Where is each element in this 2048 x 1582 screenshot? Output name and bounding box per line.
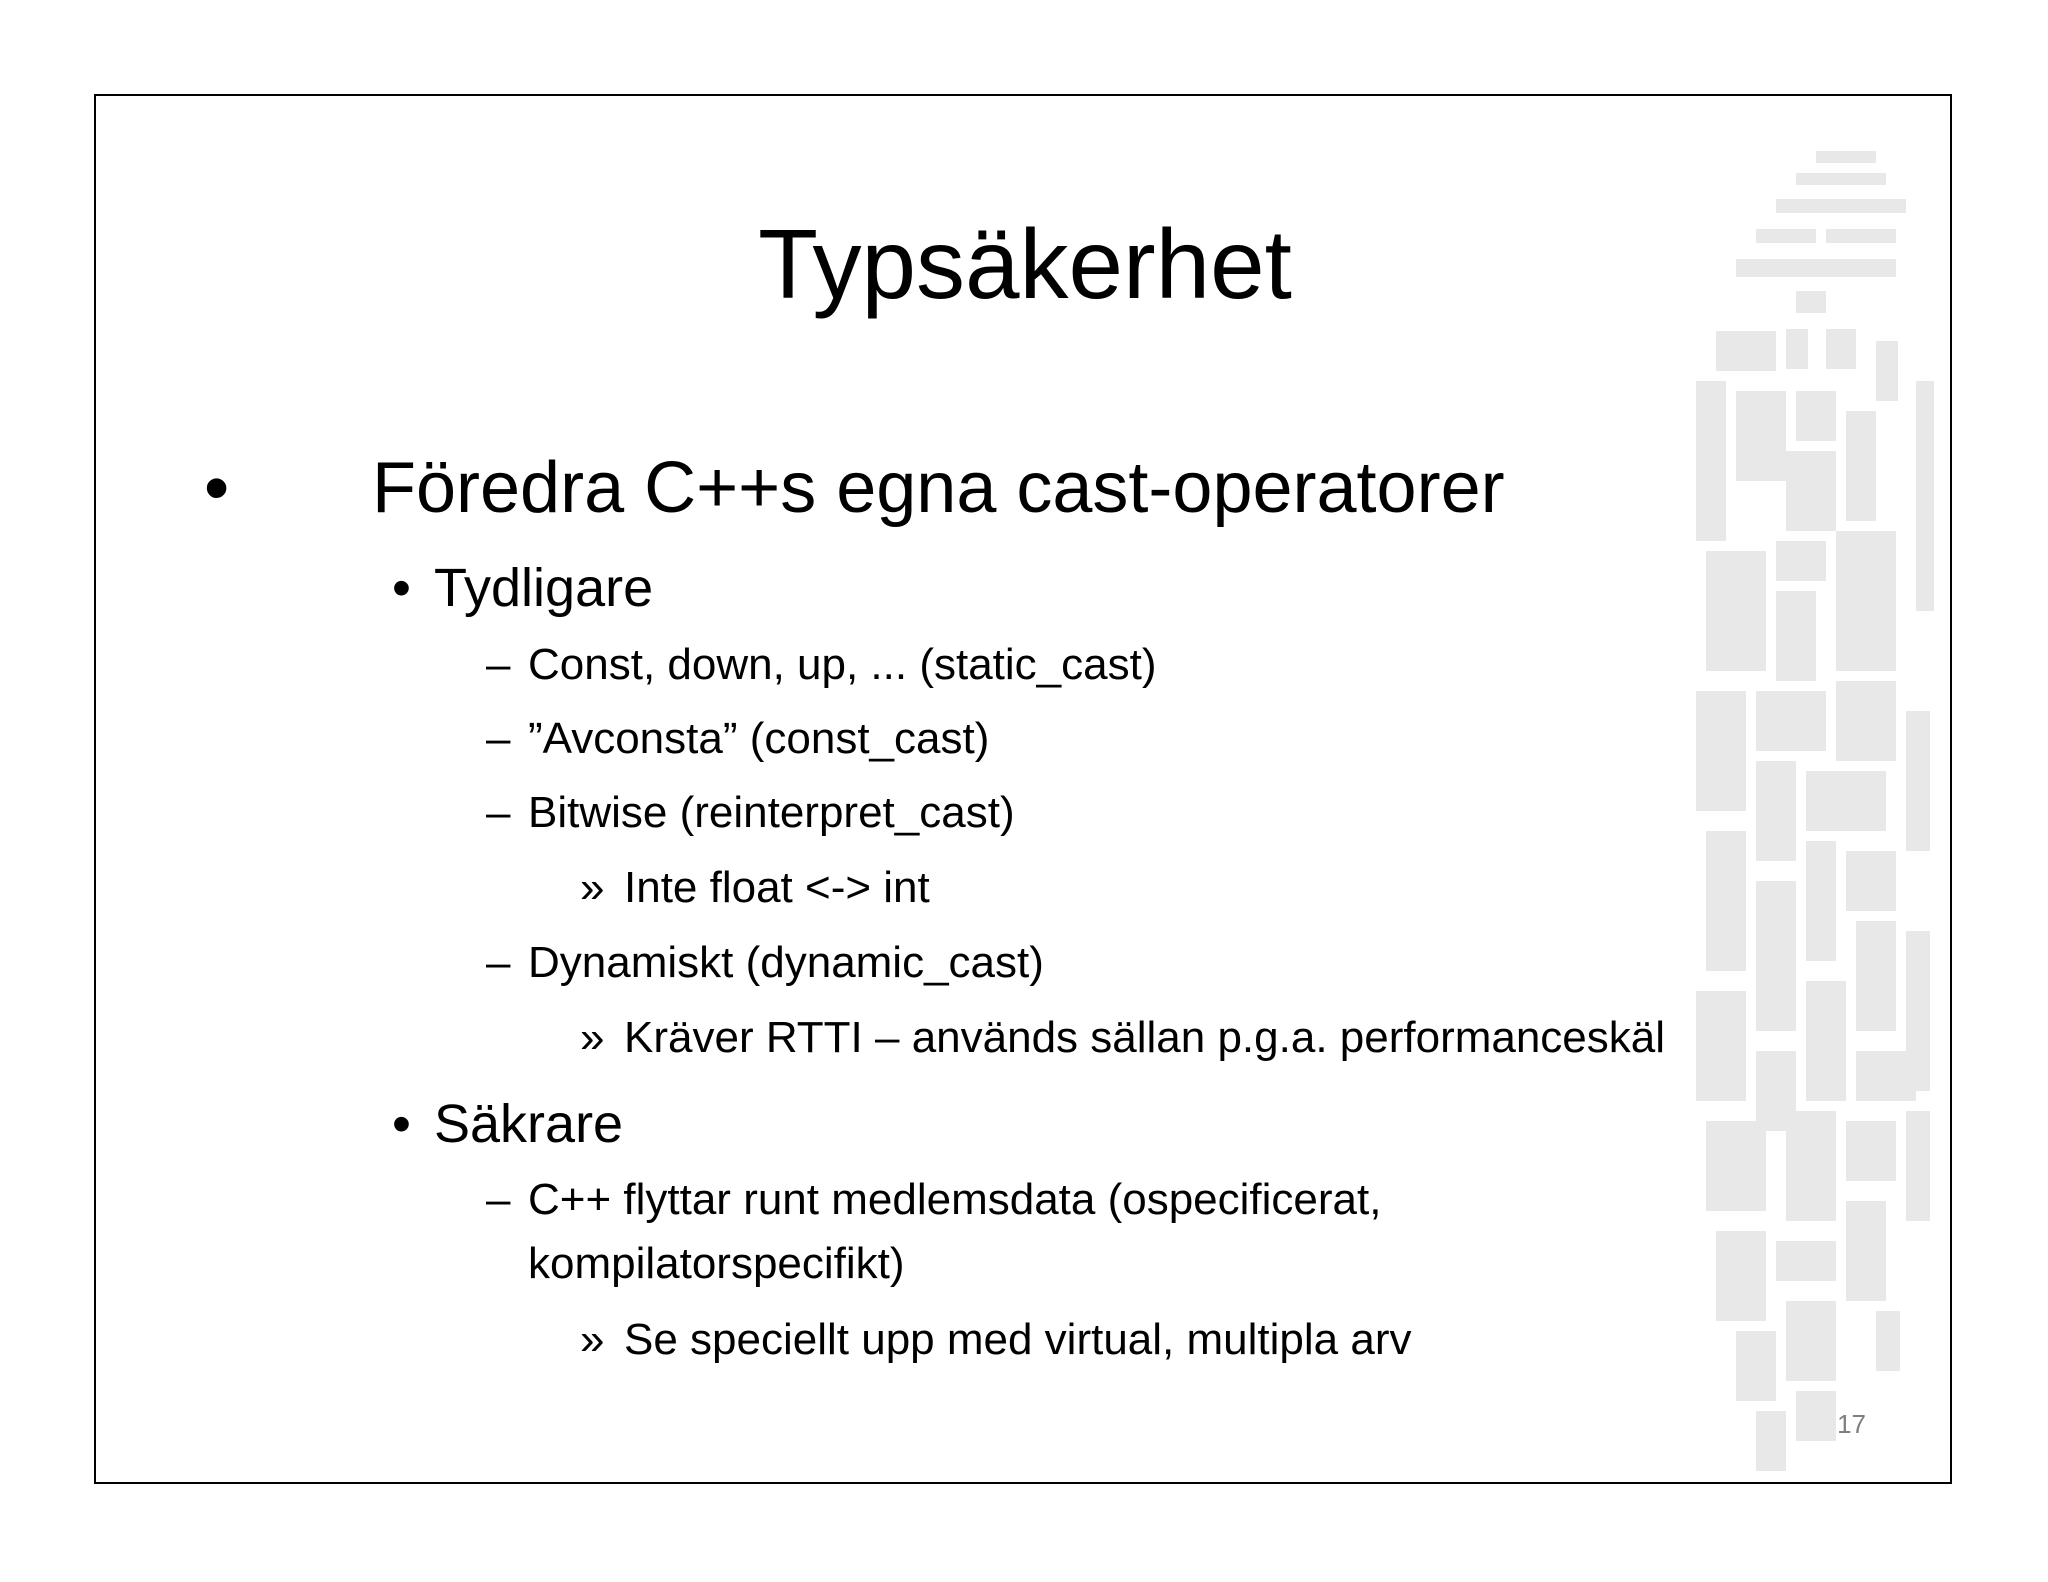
item-text: Föredra C++s egna cast-operatorer bbox=[372, 448, 1505, 528]
bullet-icon: • bbox=[392, 1094, 411, 1154]
bullet-icon: • bbox=[204, 448, 230, 528]
item-text: Kräver RTTI – används sällan p.g.a. performanceskäl bbox=[624, 1013, 1666, 1062]
item-text: C++ flyttar runt medlemsdata (ospecificerat, bbox=[528, 1175, 1382, 1224]
chevron-icon: » bbox=[580, 863, 605, 912]
slide-content bbox=[96, 96, 1952, 1484]
dash-icon: – bbox=[486, 788, 511, 837]
dash-icon: – bbox=[486, 714, 511, 763]
item-text: Tydligare bbox=[434, 558, 654, 618]
item-text: Säkrare bbox=[434, 1094, 624, 1154]
item-text: Dynamiskt (dynamic_cast) bbox=[528, 938, 1044, 987]
chevron-icon: » bbox=[580, 1315, 605, 1364]
chevron-icon: » bbox=[580, 1013, 605, 1062]
item-text: Bitwise (reinterpret_cast) bbox=[528, 788, 1015, 837]
slide-title: Typsäkerhet bbox=[758, 209, 1292, 319]
item-text: Se speciellt upp med virtual, multipla arv bbox=[624, 1315, 1412, 1364]
item-text: Inte float <-> int bbox=[624, 863, 930, 912]
item-text: Const, down, up, ... (static_cast) bbox=[528, 640, 1157, 689]
dash-icon: – bbox=[486, 640, 511, 689]
dash-icon: – bbox=[486, 1175, 511, 1224]
bullet-icon: • bbox=[392, 558, 411, 618]
item-text: ”Avconsta” (const_cast) bbox=[528, 714, 990, 763]
page-number: 17 bbox=[1837, 1409, 1866, 1439]
dash-icon: – bbox=[486, 938, 511, 987]
slide-frame bbox=[94, 94, 1952, 1484]
item-text-continued: kompilatorspecifikt) bbox=[528, 1239, 905, 1288]
